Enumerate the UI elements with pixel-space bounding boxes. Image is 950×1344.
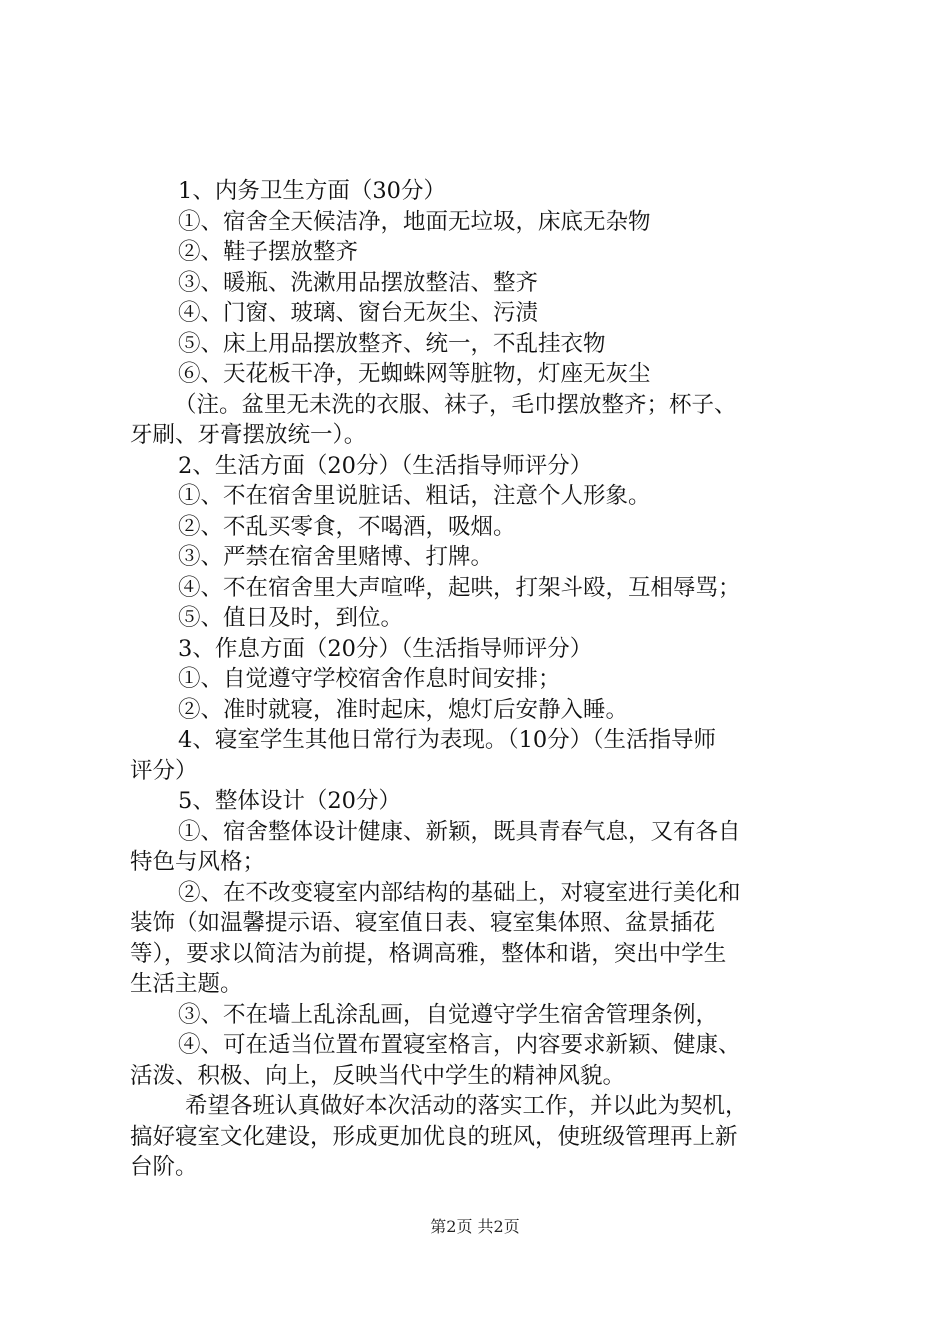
text-line: ①、宿舍整体设计健康、新颖，既具青春气息，又有各自 xyxy=(178,818,741,845)
text-line: 3、作息方面（20分）（生活指导师评分） xyxy=(178,635,593,662)
text-line: ③、暖瓶、洗漱用品摆放整洁、整齐 xyxy=(178,269,539,296)
text-line: ④、门窗、玻璃、窗台无灰尘、污渍 xyxy=(178,300,539,326)
page-footer xyxy=(0,1217,950,1237)
text-line: ③、严禁在宿舍里赌博、打牌。 xyxy=(178,544,494,570)
text-line: （注。盆里无未洗的衣服、袜子，毛巾摆放整齐；杯子、 xyxy=(174,391,737,418)
text-line: ②、准时就寝，准时起床，熄灯后安静入睡。 xyxy=(178,696,629,723)
text-line: 1、内务卫生方面（30分） xyxy=(178,178,446,204)
text-line: ②、鞋子摆放整齐 xyxy=(178,239,359,265)
text-line: ①、不在宿舍里说脏话、粗话，注意个人形象。 xyxy=(178,483,651,509)
text-line: ④、可在适当位置布置寝室格言，内容要求新颖、健康、 xyxy=(178,1032,741,1058)
text-line: ①、宿舍全天候洁净，地面无垃圾，床底无杂物 xyxy=(178,208,651,235)
text-line: ③、不在墙上乱涂乱画，自觉遵守学生宿舍管理条例， xyxy=(178,1001,719,1028)
text-line: 等），要求以简洁为前提，格调高雅，整体和谐，突出中学生 xyxy=(130,940,727,967)
text-line: ⑤、值日及时，到位。 xyxy=(178,605,404,631)
text-line: 装饰（如温馨提示语、寝室值日表、寝室集体照、盆景插花 xyxy=(130,910,716,936)
text-line: 生活主题。 xyxy=(130,971,243,997)
text-line: 5、整体设计（20分） xyxy=(178,788,401,814)
text-line: ②、在不改变寝室内部结构的基础上，对寝室进行美化和 xyxy=(178,879,741,906)
text-line: 4、寝室学生其他日常行为表现。（10分）（生活指导师 xyxy=(178,727,716,753)
text-line: 特色与风格； xyxy=(130,849,266,875)
text-line: ⑤、床上用品摆放整齐、统一，不乱挂衣物 xyxy=(178,330,606,357)
text-line: 希望各班认真做好本次活动的落实工作，并以此为契机， xyxy=(185,1093,748,1119)
document-body xyxy=(130,176,830,1183)
text-line: 活泼、积极、向上，反映当代中学生的精神风貌。 xyxy=(130,1062,626,1089)
text-line: 2、生活方面（20分）（生活指导师评分） xyxy=(178,452,593,479)
text-line: 台阶。 xyxy=(130,1154,198,1180)
text-line: ①、自觉遵守学校宿舍作息时间安排； xyxy=(178,666,561,692)
page-number-label: 第2页 共2页 xyxy=(430,1217,520,1236)
text-line: 评分） xyxy=(130,757,198,784)
text-line: 搞好寝室文化建设，形成更加优良的班风，使班级管理再上新 xyxy=(130,1123,738,1150)
text-line: 牙刷、牙膏摆放统一）。 xyxy=(130,422,367,448)
text-line: ④、不在宿舍里大声喧哗，起哄，打架斗殴，互相辱骂； xyxy=(178,574,741,601)
text-line: ⑥、天花板干净，无蜘蛛网等脏物，灯座无灰尘 xyxy=(178,361,651,387)
text-line: ②、不乱买零食，不喝酒，吸烟。 xyxy=(178,513,516,540)
